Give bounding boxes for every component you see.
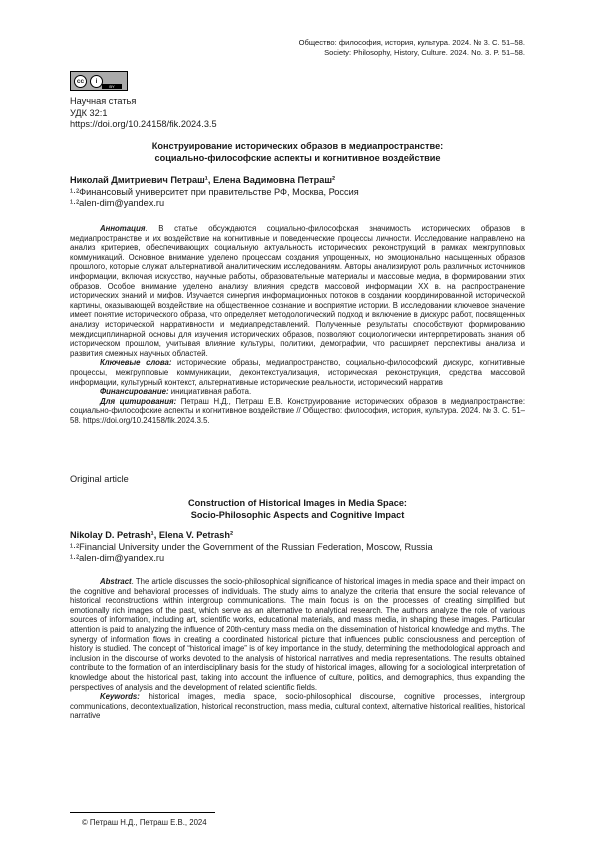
author-names-en: Nikolay D. Petrash¹, Elena V. Petrash² [70,530,234,540]
cc-by-label: BY [102,84,122,89]
title-en-line1: Construction of Historical Images in Media Space: [187,498,407,508]
article-type-ru: Научная статья [70,96,137,106]
abstract-ru [70,224,525,358]
affiliation-ru: ¹·²Финансовый университет при правительстве РФ, Москва, Россия [70,186,359,197]
abstract-block-en [70,577,525,721]
article-meta [70,96,217,131]
funding-text-ru: инициативная работа. [168,387,252,397]
authors-ru [70,175,530,210]
doi-link[interactable]: https://doi.org/10.24158/fik.2024.3.5 [70,119,217,129]
udc-code: УДК 32:1 [70,107,108,118]
citation-label-ru: Для цитирования: [100,396,177,406]
cc-icon: cc [74,75,87,88]
journal-ref-ru: Общество: философия, история, культура. 2024. № 3. С. 51–58. [298,38,525,47]
abstract-label-ru: Аннотация [100,224,146,233]
journal-ref-en: Society: Philosophy, History, Culture. 2024. No. 3. P. 51–58. [324,48,525,57]
person-icon: i [90,75,103,88]
cc-license-badge[interactable] [70,71,128,91]
funding-ru [70,387,525,397]
abstract-text-en: . The article discusses the socio-philosophical significance of historical images in media space and their impact on the cognitive and behavioral processes of individuals. The study aims to analyze the criteria that ensure the social relevance of historical reconstructions within intergroup communications. The main focus is on the processes of creating simplified but emotionally rich images of the past, which serve as an alternative to analytical research. The authors analyze the role of various sources of information, including art, scientific works, educational materials, and mass media, in shaping these images. Particular attention is paid to analyzing the influence of 20th-century mass media on the dissemination of historical knowledge and myths. The synergy of information flows in creating a coordinated historical picture that influences public consciousness and perception of history is studied. The concept of “historical image” is of key importance in the study, determining the methodological approach and inclusion in the discourse of works devoted to the analysis of historical narratives and media representations. The results obtained contribute to the formation of an interdisciplinary basis for the study of historical images, allowing for a sociological interpretation of knowledge about the historical past, taking into account the influence of culture, politics, and demographics, thus expanding the perspectives of analysis and the development of related scientific fields. [70,577,525,692]
title-ru-line2: социально-философские аспекты и когнитивное воздействие [154,153,441,163]
author-names-ru: Николай Дмитриевич Петраш¹, Елена Вадимовна Петраш² [70,175,336,185]
abstract-en [70,577,525,692]
title-en [70,497,525,521]
keywords-ru [70,358,525,387]
affiliation-en: ¹·²Financial University under the Government of the Russian Federation, Moscow, Russia [70,541,433,552]
abstract-text-ru: . В статье обсуждаются социально-философская значимость исторических образов в медиапространстве и их воздействие на когнитивные и поведенческие процессы личности. Исследование направлено на анализ критериев, обеспечивающих социальную актуальность исторических реконструкций в рамках межгрупповых коммуникаций. Основное внимание уделено процессам создания упрощенных, но эмоционально насыщенных образов прошлого, которые служат альтернативой аналитическим исследованиям. Авторы анализируют роль различных источников информации, включая искусство, научные работы, образовательные материалы и массовые медиа, в формировании этих образов. Особое внимание уделено анализу влияния средств массовой информации XX в. на распространение исторических знаний и мифов. Изучается синергия информационных потоков в создании координированной исторической картины, оказывающей воздействие на общественное сознание и восприятие истории. В исследовании ключевое значение имеет понятие исторического образа, что определяет методологический подход и включение в дискурс работ, посвященных анализу исторической нарративности и медиапредставлений. Полученные результаты способствуют формированию междисциплинарной основы для изучения исторических образов, позволяют социологически интерпретировать знания об историческом прошлом, учитывая влияние культуры, политики, демографии, что расширяет перспективы анализа и развития смежных научных областей. [70,224,525,358]
funding-label-ru: Финансирование: [100,387,169,397]
title-ru [70,140,525,164]
title-en-line2: Socio-Philosophic Aspects and Cognitive Impact [190,510,405,520]
title-ru-line1: Конструирование исторических образов в медиапространстве: [151,141,444,151]
footnote-rule [70,812,215,813]
keywords-text-ru: исторические образы, медиапространство, социально-философский дискурс, когнитивные процессы, межгрупповые коммуникации, деконтекстуализация, историческая реконструкция, средства массовой информации, культурный контекст, альтернативные исторические реальности, исторический нарратив [70,358,525,387]
copyright-notice: © Петраш Н.Д., Петраш Е.В., 2024 [82,818,207,827]
citation-ru [70,397,525,426]
citation-text-ru: Петраш Н.Д., Петраш Е.В. Конструирование исторических образов в медиапространстве: социально-философские аспекты и когнитивное воздействие // Общество: философия, история, культура. 2024. № 3. С. 51–58. https://doi.org/10.24158/fik.2024.3.5. [70,396,525,425]
abstract-label-en: Abstract [100,577,132,586]
email-ru[interactable]: ¹·²alen-dim@yandex.ru [70,198,165,208]
keywords-en [70,692,525,721]
article-type-en: Original article [70,474,129,484]
authors-en [70,530,530,565]
keywords-label-ru: Ключевые слова: [100,358,172,368]
keywords-text-en: historical images, media space, socio-philosophical discourse, cognitive processes, intergroup communications, decontextualization, historical reconstruction, mass media, cultural context, alternative historical realities, historical narrative [70,692,525,721]
keywords-label-en: Keywords: [100,692,140,702]
email-en[interactable]: ¹·²alen-dim@yandex.ru [70,553,165,563]
journal-header [299,38,525,58]
abstract-block-ru [70,224,525,425]
